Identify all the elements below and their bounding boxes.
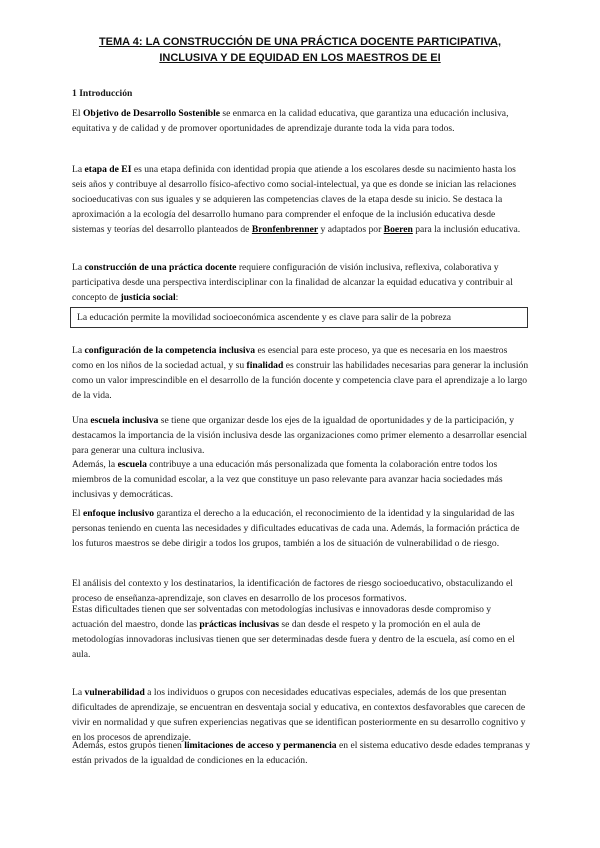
text-segment: es esencial para este proceso, ya que es necesaria en los maestros como en los niños de la sociedad actual, y su (72, 345, 508, 371)
text-segment: para la inclusión educativa. (412, 224, 521, 235)
text-segment: y adaptados por (318, 224, 384, 235)
text-segment: El análisis del contexto y los destinatarios, la identificación de factores de riesgo socioeducativo, obstaculizando el proceso de enseñanza-aprendizaje, son claves en desarrollo de los procesos formativos. (72, 578, 513, 604)
text-segment: : (175, 292, 179, 303)
paragraph-dificultades (72, 602, 530, 662)
paragraph-escuela-inclusiva (72, 413, 530, 458)
text-segment: requiere configuración de visión inclusiva, reflexiva, colaborativa y participativa desde una perspectiva interdisciplinar con la finalidad de alcanzar la equidad educativa y contribuir al concepto de (72, 262, 513, 303)
bold-term: Bronfenbrenner (251, 224, 319, 235)
paragraph-vulnerabilidad (72, 685, 530, 745)
text-segment: en el sistema educativo desde edades tempranas y están privados de la igualdad de condiciones en la educación. (72, 740, 530, 766)
text-segment: es construir las habilidades necesarias para generar la inclusión como un valor imprescindible en el desarrollo de la función docente y competencia clave para el aprendizaje a lo largo de la vida. (72, 360, 529, 401)
bold-term: configuración de la competencia inclusiva (84, 345, 256, 356)
bold-term: etapa de EI (84, 164, 132, 175)
text-segment: se tiene que organizar desde los ejes de la igualdad de oportunidades y de la participación, y destacamos la importancia de la visión inclusiva desde las organizaciones como primer elemento a desarrollar esencial para generar una cultura inclusiva. (72, 415, 528, 456)
bold-term: enfoque inclusivo (82, 508, 155, 519)
text-segment: Además, la (72, 459, 118, 470)
section-heading: 1 Introducción (72, 88, 133, 99)
bold-term: finalidad (246, 360, 284, 371)
text-segment: La (72, 345, 85, 356)
text-segment: Estas dificultades tienen que ser solventadas con metodologías inclusivas e innovadoras desde compromiso y actuación del maestro, donde las (72, 604, 492, 630)
text-segment: garantiza el derecho a la educación, el reconocimiento de la identidad y la singularidad de las personas teniendo en cuenta las necesidades y dificultades educativas de cada una. Además, la formación práctica de los futuros maestros se debe dirigir a todos los grupos, también a los de situación de vulnerabilidad o de riesgo. (72, 508, 520, 549)
bold-term: escuela (117, 459, 147, 470)
text-segment: contribuye a una educación más personalizada que fomenta la colaboración entre todos los miembros de la comunidad escolar, a la vez que constituye un paso relevante para avanzar hacia sociedades más inclusivas y democráticas. (72, 459, 503, 500)
text-segment: se dan desde el respeto y la promoción en el aula de metodologías innovadoras inclusivas tienen que ser determinadas desde fuera y dentro de la escuela, así como en el aula. (72, 619, 515, 660)
bold-term: vulnerabilidad (84, 687, 145, 698)
bold-term: limitaciones de acceso y permanencia (184, 740, 337, 751)
bold-term: Boeren (383, 224, 413, 235)
paragraph-escuela-ademas (72, 457, 530, 502)
quote-box: La educación permite la movilidad socioeconómica ascendente y es clave para salir de la pobreza (70, 307, 528, 328)
text-segment: a los individuos o grupos con necesidades educativas especiales, además de los que presentan dificultades de aprendizaje, se encuentran en desventaja social y educativa, en contextos desfavorables que carecen de vivir en normalidad y que sufren experiencias negativas que se identifican posteriormente en su desarrollo cognitivo y en los procesos de aprendizaje. (72, 687, 526, 743)
text-segment: Además, estos grupos tienen (72, 740, 185, 751)
title-line-1: TEMA 4: LA CONSTRUCCIÓN DE UNA PRÁCTICA DOCENTE PARTICIPATIVA, (98, 36, 502, 48)
paragraph-objetivo (72, 106, 530, 136)
text-segment: El (72, 508, 83, 519)
document-title (60, 34, 540, 66)
text-segment: La (72, 262, 85, 273)
bold-term: prácticas inclusivas (199, 619, 280, 630)
bold-term: Objetivo de Desarrollo Sostenible (82, 108, 220, 119)
text-segment: es una etapa definida con identidad propia que atiende a los escolares desde su nacimiento hasta los seis años y contribuye al desarrollo físico-afectivo como social-intelectual, ya que es donde se inician las relaciones socioeducativas con sus iguales y se adquieren las competencias claves de la etapa desde su inicio. Se destaca la aproximación a la ecología del desarrollo humano para comprender el enfoque de la inclusión educativa desde sistemas y teorías del desarrollo planteados de (72, 164, 517, 235)
text-segment: se enmarca en la calidad educativa, que garantiza una educación inclusiva, equitativa y de calidad y de promover oportunidades de aprendizaje durante toda la vida para todos. (72, 108, 509, 134)
paragraph-limitaciones (72, 738, 530, 768)
paragraph-etapa-ei (72, 162, 530, 237)
bold-term: construcción de una práctica docente (84, 262, 237, 273)
text-segment: La (72, 164, 85, 175)
text-segment: El (72, 108, 83, 119)
paragraph-enfoque (72, 506, 530, 551)
title-line-2: INCLUSIVA Y DE EQUIDAD EN LOS MAESTROS DE EI (159, 52, 441, 64)
text-segment: Una (72, 415, 91, 426)
text-segment: La (72, 687, 85, 698)
bold-term: justicia social (120, 292, 176, 303)
bold-term: escuela inclusiva (90, 415, 159, 426)
paragraph-configuracion (72, 343, 530, 403)
paragraph-construccion (72, 260, 530, 305)
